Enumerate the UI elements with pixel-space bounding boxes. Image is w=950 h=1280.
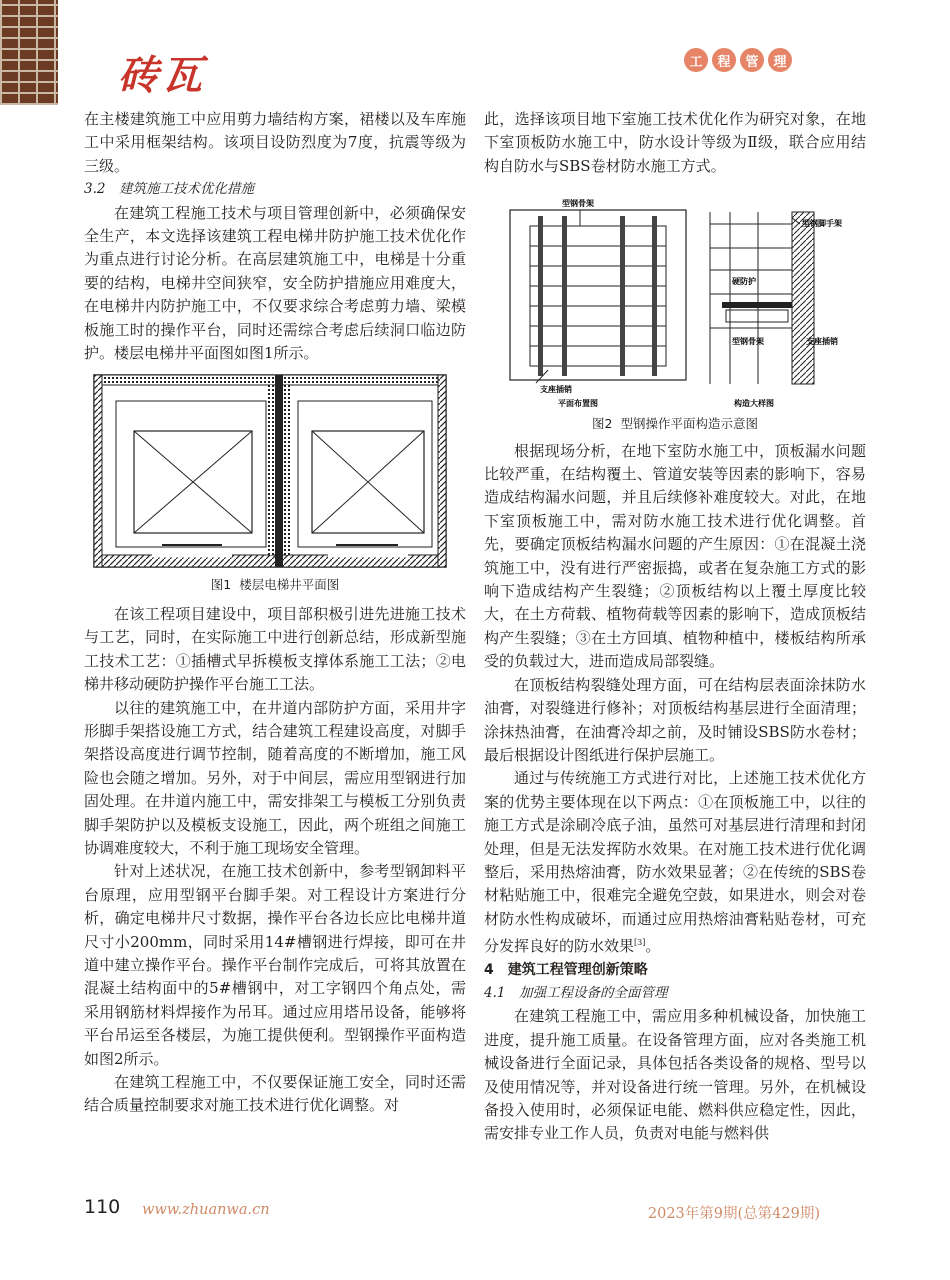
paragraph: 在建筑工程施工中，需应用多种机械设备，加快施工进度，提升施工质量。在设备管理方面，应对各类施工机械设备进行全面记录，具体包括各类设备的规格、型号以及使用情况等，并对设备进行统一管理。另外，在机械设备投入使用时，必须保证电能、燃料供应稳定性，因此，需安排专业工作人员，负责对电能与燃料供	[484, 1007, 866, 1143]
section-char: 工	[684, 48, 708, 72]
figure-label: 构造大样图	[734, 399, 774, 409]
section-char: 管	[740, 48, 764, 72]
figure-number: 图1	[210, 577, 232, 593]
journal-logo: 砖瓦	[118, 52, 206, 99]
left-column	[84, 108, 466, 1118]
paragraph: 根据现场分析，在地下室防水施工中，顶板漏水问题比较严重，在结构覆土、管道安装等因素的影响下，容易造成结构漏水问题，并且后续修补难度较大。对此，在地下室顶板施工中，需对防水施工技术进行优化调整。首先，要确定顶板结构漏水问题的产生原因：①在混凝土浇筑施工中，没有进行严密振捣，或者在复杂施工方式的影响下造成结构产生裂缝；②顶板结构以上覆土厚度比较大，在土方荷载、植物荷载等因素的影响下，造成顶板结构产生裂缝；③在土方回填、植物种植中，楼板结构所承受的负载过大，进而造成局部裂缝。	[484, 441, 866, 671]
website-link[interactable]: www.zhuanwa.cn	[142, 1202, 270, 1218]
brick-texture-decoration	[0, 0, 58, 105]
figure-label: 型钢骨架	[562, 199, 594, 209]
paragraph-text: 通过与传统施工方式进行对比，上述施工技术优化方案的优势主要体现在以下两点：①在顶板施工中，以往的施工方式是涂刷冷底子油，虽然可对基层进行清理和封闭处理，但是无法发挥防水效果。在对施工技术进行优化调整后，采用热熔油膏，防水效果显著；②在传统的SBS卷材粘贴施工中，很难完全避免空鼓，如果进水，则会对卷材防水性构成破坏，而通过应用热熔油膏粘贴卷材，可充分发挥良好的防水效果	[484, 769, 866, 956]
paragraph: 在主楼建筑施工中应用剪力墙结构方案，裙楼以及车库施工中采用框架结构。该项目设防烈度为7度，抗震等级为三级。	[84, 110, 466, 175]
subsection-heading: 3.2 建筑施工技术优化措施	[84, 181, 254, 198]
figure-label: 型钢脚手架	[802, 219, 842, 229]
figure-label: 型钢骨架	[732, 337, 764, 347]
section-char: 程	[712, 48, 736, 72]
right-column	[484, 108, 866, 1146]
figure-number: 图2	[592, 416, 613, 432]
citation-ref: [3]	[634, 938, 646, 948]
subsection-heading: 4.1 加强工程设备的全面管理	[484, 984, 668, 1001]
figure-label: 支座插销	[540, 385, 572, 395]
section-tag	[684, 48, 792, 72]
figure-1-elevator-shaft-plan	[92, 373, 448, 569]
section-heading: 4 建筑工程管理创新策略	[484, 961, 648, 978]
figure-label: 硬防护	[732, 277, 756, 287]
paragraph: 在建筑工程施工技术与项目管理创新中，必须确保安全生产，本文选择该建筑工程电梯井防护施工技术优化作为重点进行讨论分析。在高层建筑施工中，电梯是十分重要的结构，电梯井空间狭窄，安全防护措施应用难度大，在电梯井内防护施工中，不仅要求综合考虑剪力墙、梁模板施工时的操作平台，同时还需综合考虑后续洞口临边防护。楼层电梯井平面图如图1所示。	[84, 203, 466, 363]
paragraph	[484, 767, 866, 958]
paragraph-end: 。	[645, 937, 661, 956]
figure-title: 型钢操作平面构造示意图	[620, 416, 758, 432]
paragraph: 在该工程项目建设中，项目部积极引进先进施工技术与工艺，同时，在实际施工中进行创新总结，形成新型施工技术工艺：①插槽式早拆模板支撑体系施工工法；②电梯井移动硬防护操作平台施工工法。	[84, 604, 466, 694]
section-char: 理	[768, 48, 792, 72]
page-number: 110	[84, 1196, 121, 1218]
figure-label: 支座插销	[806, 337, 838, 347]
figure-label: 平面布置图	[558, 399, 598, 409]
figure-title: 楼层电梯井平面图	[239, 577, 340, 593]
figure-1-caption	[84, 573, 466, 596]
paragraph: 此，选择该项目地下室施工技术优化作为研究对象，在地下室顶板防水施工中，防水设计等级为Ⅱ级，联合应用结构自防水与SBS卷材防水施工方式。	[484, 110, 866, 175]
paragraph: 在建筑工程施工中，不仅要保证施工安全，同时还需结合质量控制要求对施工技术进行优化调整。对	[84, 1073, 466, 1115]
figure-2-caption	[484, 412, 866, 435]
paragraph: 以往的建筑施工中，在井道内部防护方面，采用井字形脚手架搭设施工方式，结合建筑工程建设高度，对脚手架搭设高度进行调节控制，随着高度的不断增加，施工风险也会随之增加。另外，对于中间层，需应用型钢进行加固处理。在井道内施工中，需安排架工与模板工分别负责脚手架防护以及模板支设施工，因此，两个班组之间施工协调难度较大，不利于施工现场安全管理。	[84, 698, 466, 857]
figure-2-steel-platform-diagram	[500, 198, 864, 408]
issue-info: 2023年第9期(总第429期)	[647, 1206, 820, 1222]
paragraph: 针对上述状况，在施工技术创新中，参考型钢卸料平台原理，应用型钢平台脚手架。对工程设计方案进行分析，确定电梯井尺寸数据，操作平台各边长应比电梯井道尺寸小200mm，同时采用14#槽钢进行焊接，即可在井道中建立操作平台。操作平台制作完成后，可将其放置在混凝土结构面中的5#槽钢中，对工字钢四个角点处，需采用钢筋材料焊接作为吊耳。通过应用塔吊设备，能够将平台吊运至各楼层，为施工提供便利。型钢操作平面构造如图2所示。	[84, 862, 466, 1068]
paragraph: 在顶板结构裂缝处理方面，可在结构层表面涂抹防水油膏，对裂缝进行修补；对顶板结构基层进行全面清理；涂抹热油膏，在油膏冷却之前，及时铺设SBS防水卷材；最后根据设计图纸进行保护层施工。	[484, 675, 866, 764]
